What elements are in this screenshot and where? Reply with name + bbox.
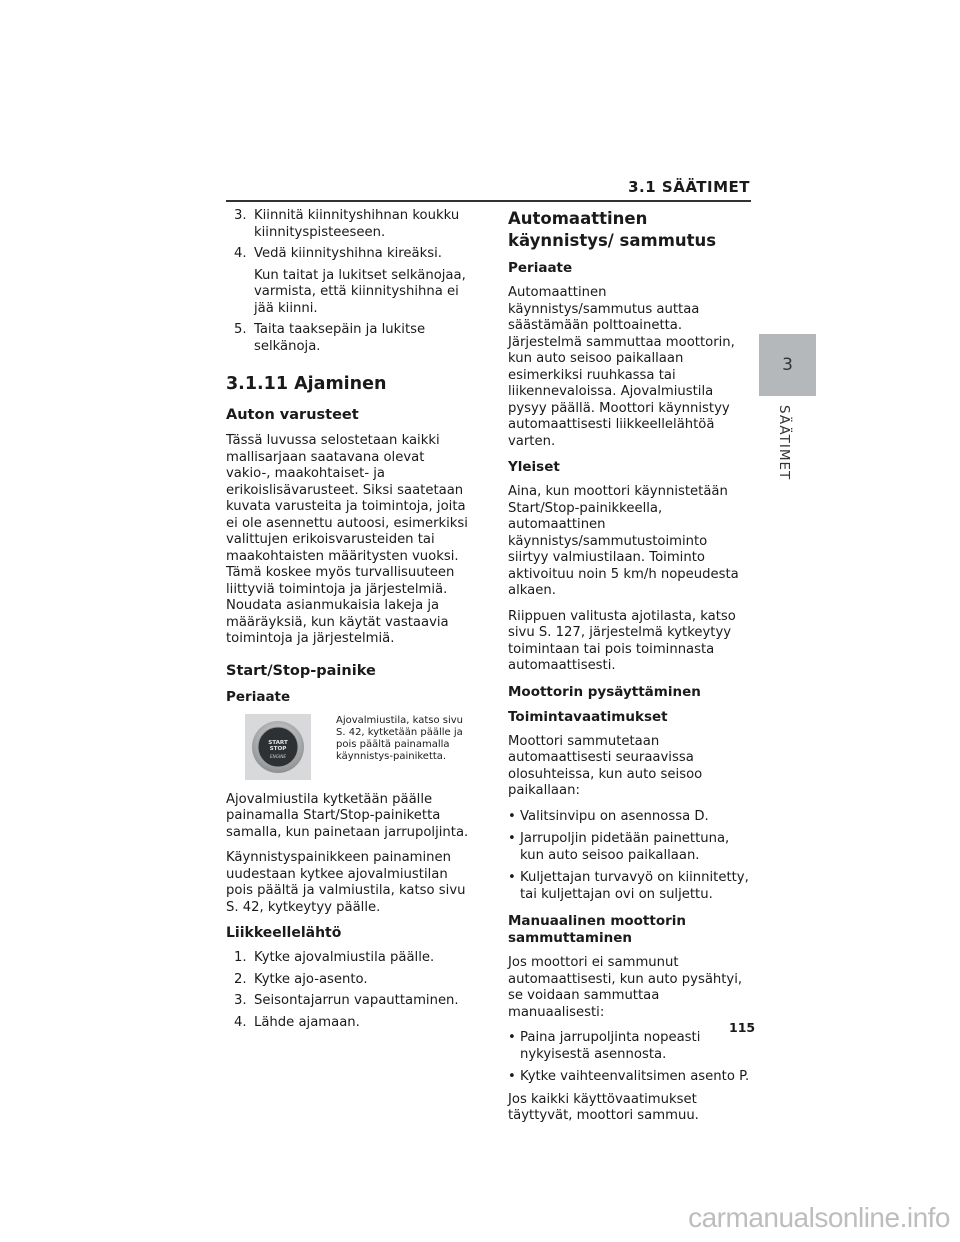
list-item	[226, 246, 471, 263]
list-item	[226, 993, 471, 1010]
start-stop-figure	[226, 714, 471, 780]
paragraph: Riippuen valitusta ajotilasta, katso sivu S. 127, järjestelmä kytkeytyy toimintaan tai pois toiminnasta automaattisesti.	[508, 608, 736, 673]
list-item: • Jarrupoljin pidetään painettuna, kun auto seisoo paikallaan.	[508, 831, 730, 863]
bullet-text: Kytke vaihteenvalitsimen asento P.	[520, 1069, 750, 1084]
heading-periaate: Periaate	[508, 260, 573, 276]
watermark: carmanualsonline.info	[688, 1202, 950, 1233]
step-number: 1.	[234, 950, 247, 965]
step-number: 4.	[234, 1014, 247, 1030]
heading-automaattinen: Automaattinen käynnistys/ sammutus	[508, 209, 717, 250]
bullet-text: Kuljettajan turvavyö on kiinnitetty, tai kuljettajan ovi on suljettu.	[520, 870, 749, 902]
bullet-text: Paina jarrupoljinta nopeasti nykyisestä asennosta.	[520, 1030, 701, 1062]
list-item: • Valitsinvipu on asennossa D.	[508, 808, 709, 824]
list-item	[226, 208, 471, 241]
step-number: 4.	[234, 246, 247, 261]
right-column	[508, 208, 751, 1134]
step-text: Kytke ajovalmiustila päälle.	[254, 950, 435, 965]
step-text: Kytke ajo-asento.	[254, 971, 368, 987]
list-item: • Kytke vaihteenvalitsimen asento P.	[508, 1069, 750, 1084]
running-header: 3.1 SÄÄTIMET	[628, 178, 750, 196]
heading-yleiset: Yleiset	[508, 459, 560, 475]
step-text: Lähde ajamaan.	[254, 1014, 360, 1030]
paragraph: Ajovalmiustila kytketään päälle painamalla Start/Stop-painiketta samalla, kun painetaan jarrupoljinta.	[226, 791, 469, 840]
list-item: • Paina jarrupoljinta nopeasti nykyisestä asennosta.	[508, 1030, 701, 1062]
heading-liikkeellelahto: Liikkeellelähtö	[226, 925, 342, 941]
paragraph: Automaattinen käynnistys/sammutus auttaa säästämään polttoainetta. Järjestelmä sammuttaa moottorin, kun auto seisoo paikallaan esimerkiksi ruuhkassa tai liikennevaloissa. Ajovalmiustila pysyy päällä. Moottori käynnistyy automaattisesti liikkeellelähtöä varten.	[508, 285, 735, 449]
button-label-engine: ENGINE	[269, 753, 287, 759]
list-item	[226, 972, 471, 989]
list-item: • Kuljettajan turvavyö on kiinnitetty, tai kuljettajan ovi on suljettu.	[508, 870, 749, 902]
heading-pysayttaminen: Moottorin pysäyttäminen	[508, 683, 701, 700]
step-number: 3.	[234, 993, 247, 1008]
bullet-list	[508, 1030, 751, 1086]
section-title: 3.1.11 Ajaminen	[226, 374, 387, 394]
list-item	[226, 950, 471, 967]
steps-five	[226, 322, 471, 355]
step-number: 2.	[234, 971, 247, 987]
figure-caption: Ajovalmiustila, katso sivu S. 42, kytketään päälle ja pois päältä painamalla käynnistys-painiketta.	[336, 714, 464, 762]
paragraph: Moottori sammutetaan automaattisesti seuraavissa olosuhteissa, kun auto seisoo paikallaan:	[508, 733, 703, 798]
heading-start-stop: Start/Stop-painike	[226, 662, 376, 679]
subheading-toimintavaatimukset: Toimintavaatimukset	[508, 708, 668, 725]
bullet-list	[508, 809, 751, 904]
paragraph: Aina, kun moottori käynnistetään Start/Stop-painikkeella, automaattinen käynnistys/sammutustoiminto siirtyy valmiustilaan. Toiminto aktivoituu noin 5 km/h nopeudesta alkaen.	[508, 484, 739, 598]
subheading-periaate: Periaate	[226, 688, 291, 705]
button-label-start: START	[268, 739, 288, 746]
bullet-text: Valitsinvipu on asennossa D.	[520, 808, 709, 824]
heading-manuaalinen: Manuaalinen moottorin sammuttaminen	[508, 913, 687, 946]
chapter-number: 3	[782, 355, 793, 375]
bullet-text: Jarrupoljin pidetään painettuna, kun auto seisoo paikallaan.	[520, 831, 730, 863]
start-stop-button-image	[245, 714, 311, 780]
list-item	[226, 1015, 471, 1032]
steps-liikkeellelahto	[226, 950, 471, 1031]
chapter-tab	[759, 334, 816, 396]
paragraph: Jos moottori ei sammunut automaattisesti, kun auto pysähtyi, se voidaan sammuttaa manuaalisesti:	[508, 955, 743, 1020]
step-number: 3.	[234, 208, 247, 223]
step-text: Kiinnitä kiinnityshihnan koukku kiinnityspisteeseen.	[254, 208, 460, 240]
chapter-tab-label: SÄÄTIMET	[776, 405, 792, 481]
start-stop-button-icon	[250, 719, 306, 775]
list-item	[226, 322, 471, 355]
header-rule	[226, 200, 751, 202]
paragraph: Jos kaikki käyttövaatimukset täyttyvät, moottori sammuu.	[508, 1091, 699, 1123]
heading-auton-varusteet: Auton varusteet	[226, 407, 359, 423]
steps-top	[226, 208, 471, 263]
button-label-stop: STOP	[269, 745, 287, 752]
page-number: 115	[729, 1020, 756, 1035]
paragraph: Käynnistyspainikkeen painaminen uudestaan kytkee ajovalmiustilan pois päältä ja valmiustila, katso sivu S. 42, kytkeytyy päälle.	[226, 850, 466, 915]
step-text: Vedä kiinnityshihna kireäksi.	[254, 246, 442, 261]
paragraph: Tässä luvussa selostetaan kaikki mallisarjaan saatavana olevat vakio-, maakohtaiset- ja erikoislisävarusteet. Siksi saatetaan kuvata varusteita ja toimintoja, joita ei ole asennettu autoosi, esimerkiksi valittujen erikoisvarusteiden tai maakohtaisten määritysten vuoksi. Tämä koskee myös turvallisuuteen liittyviä toimintoja ja järjestelmiä. Noudata asianmukaisia lakeja ja määräyksiä, kun käytät vastaavia toimintoja ja järjestelmiä.	[226, 433, 468, 646]
left-column	[226, 208, 471, 1036]
step-note: Kun taitat ja lukitset selkänojaa, varmista, että kiinnityshihna ei jää kiinni.	[254, 267, 466, 316]
step-text: Seisontajarrun vapauttaminen.	[254, 993, 459, 1008]
step-number: 5.	[234, 322, 247, 337]
step-text: Taita taaksepäin ja lukitse selkänoja.	[254, 322, 426, 354]
